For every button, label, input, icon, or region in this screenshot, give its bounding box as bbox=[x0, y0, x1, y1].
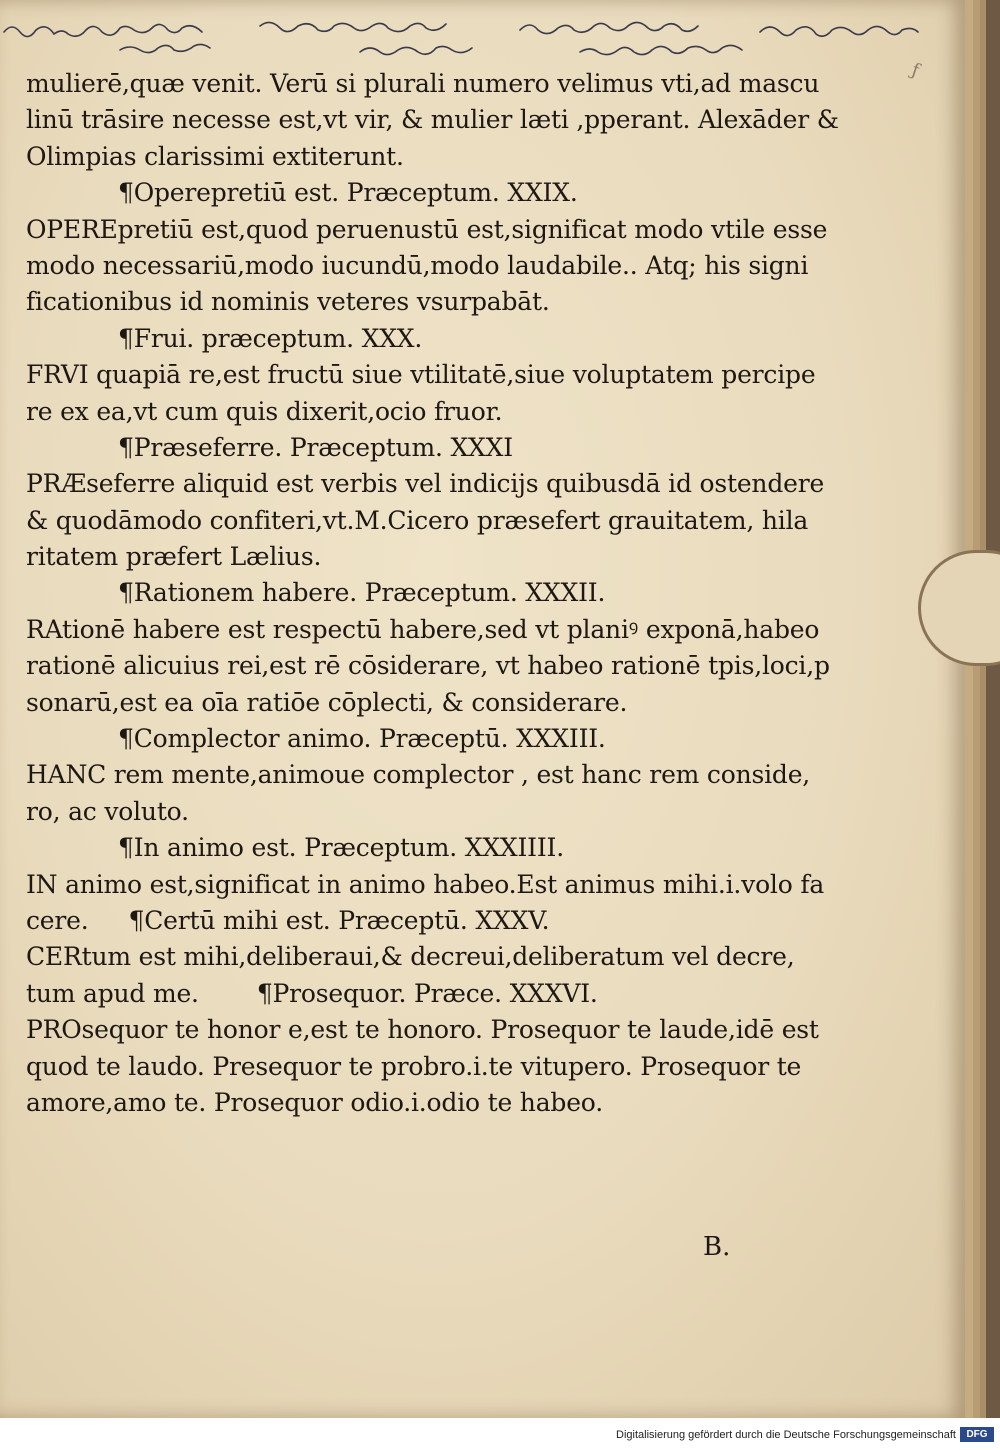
text-line bbox=[26, 284, 816, 320]
text-line bbox=[26, 939, 816, 975]
text-line bbox=[26, 903, 816, 939]
page-text bbox=[26, 66, 839, 1121]
line-text: mulierē,quæ venit. Verū si plurali numero velimus vti,ad mascu bbox=[26, 69, 820, 98]
line-text: re ex ea,vt cum quis dixerit,ocio fruor. bbox=[26, 396, 503, 426]
line-text: ¶In animo est. Præceptum. XXXIIII. bbox=[118, 833, 564, 863]
line-text: RAtionē habere est respectū habere,sed vt planiꝰ exponā,habeo bbox=[26, 614, 820, 644]
handwritten-annotation bbox=[0, 6, 960, 58]
line-text: modo necessariū,modo iucundū,modo laudabile.. Atq; his signi bbox=[26, 250, 809, 280]
text-line bbox=[26, 757, 816, 793]
line-text: ficationibus id nominis veteres vsurpabāt. bbox=[26, 287, 550, 317]
text-line bbox=[26, 648, 830, 684]
section-heading bbox=[26, 721, 816, 757]
catchword: B. bbox=[703, 1232, 731, 1262]
text-line bbox=[26, 794, 816, 830]
line-text: HANC rem mente,animoue complector , est hanc rem conside, bbox=[26, 760, 811, 790]
text-line bbox=[26, 466, 825, 502]
line-text: ¶Complector animo. Præceptū. XXXIII. bbox=[118, 724, 606, 754]
digitization-footer bbox=[0, 1418, 1000, 1450]
line-text: ro, ac voluto. bbox=[26, 796, 189, 826]
line-text: quod te laudo. Presequor te probro.i.te vitupero. Prosequor te bbox=[26, 1051, 802, 1081]
text-line bbox=[26, 612, 820, 648]
text-line bbox=[26, 248, 816, 284]
text-line bbox=[26, 867, 825, 903]
line-text: ¶Operepretiū est. Præceptum. XXIX. bbox=[118, 178, 578, 208]
section-heading bbox=[26, 430, 816, 466]
line-text: ritatem præfert Lælius. bbox=[26, 542, 322, 572]
text-line bbox=[26, 503, 816, 539]
page-edge bbox=[965, 0, 973, 1418]
line-text: OPEREpretiū est,quod peruenustū est,significat modo vtile esse bbox=[26, 214, 828, 244]
text-line bbox=[26, 976, 816, 1012]
text-line bbox=[26, 1049, 816, 1085]
line-text: PROsequor te honor e,est te honoro. Prosequor te laude,idē est bbox=[26, 1015, 819, 1045]
section-heading bbox=[26, 175, 816, 211]
text-line bbox=[26, 212, 828, 248]
line-text: Olimpias clarissimi extiterunt. bbox=[26, 141, 404, 171]
text-line bbox=[26, 357, 816, 393]
line-text: ¶Præseferre. Præceptum. XXXI bbox=[118, 432, 513, 462]
line-text: ¶Rationem habere. Præceptum. XXXII. bbox=[118, 578, 606, 608]
line-text: PRÆseferre aliquid est verbis vel indicijs quibusdā id ostendere bbox=[26, 469, 825, 499]
section-heading bbox=[26, 575, 816, 611]
text-line bbox=[26, 1012, 819, 1048]
section-heading bbox=[26, 321, 816, 357]
text-line bbox=[26, 539, 816, 575]
line-text: sonarū,est ea oīa ratiōe cōplecti, & considerare. bbox=[26, 687, 628, 717]
line-text: FRVI quapiā re,est fructū siue vtilitatē,siue voluptatem percipe bbox=[26, 360, 816, 390]
line-text: cere. bbox=[26, 905, 89, 935]
page-edge bbox=[986, 0, 1000, 1418]
section-heading: ¶Certū mihi est. Præceptū. XXXV. bbox=[128, 905, 550, 935]
line-text: rationē alicuius rei,est rē cōsiderare, vt habeo rationē tpis,loci,p bbox=[26, 651, 830, 681]
text-line bbox=[26, 1085, 816, 1121]
line-text: amore,amo te. Prosequor odio.i.odio te habeo. bbox=[26, 1087, 603, 1117]
section-heading bbox=[26, 830, 816, 866]
line-text: & quodāmodo confiteri,vt.M.Cicero præsefert grauitatem, hila bbox=[26, 505, 809, 535]
text-line bbox=[26, 66, 820, 102]
text-line bbox=[26, 139, 816, 175]
dfg-logo: DFG bbox=[960, 1427, 994, 1442]
text-line bbox=[26, 685, 816, 721]
margin-pencil-mark: ƒ bbox=[908, 59, 922, 82]
line-text: ¶Frui. præceptum. XXX. bbox=[118, 323, 423, 353]
text-line bbox=[26, 102, 839, 138]
text-line bbox=[26, 394, 816, 430]
section-heading: ¶Prosequor. Præce. XXXVI. bbox=[256, 978, 598, 1008]
line-text: linū trāsire necesse est,vt vir, & mulier læti ,pperant. Alexāder & bbox=[26, 105, 839, 135]
line-text: IN animo est,significat in animo habeo.Est animus mihi.i.volo fa bbox=[26, 869, 825, 899]
footer-credit: Digitalisierung gefördert durch die Deutsche Forschungsgemeinschaft bbox=[616, 1429, 956, 1441]
line-text: tum apud me. bbox=[26, 978, 199, 1008]
page-edge bbox=[973, 0, 980, 1418]
line-text: CERtum est mihi,deliberaui,& decreui,deliberatum vel decre, bbox=[26, 942, 795, 972]
